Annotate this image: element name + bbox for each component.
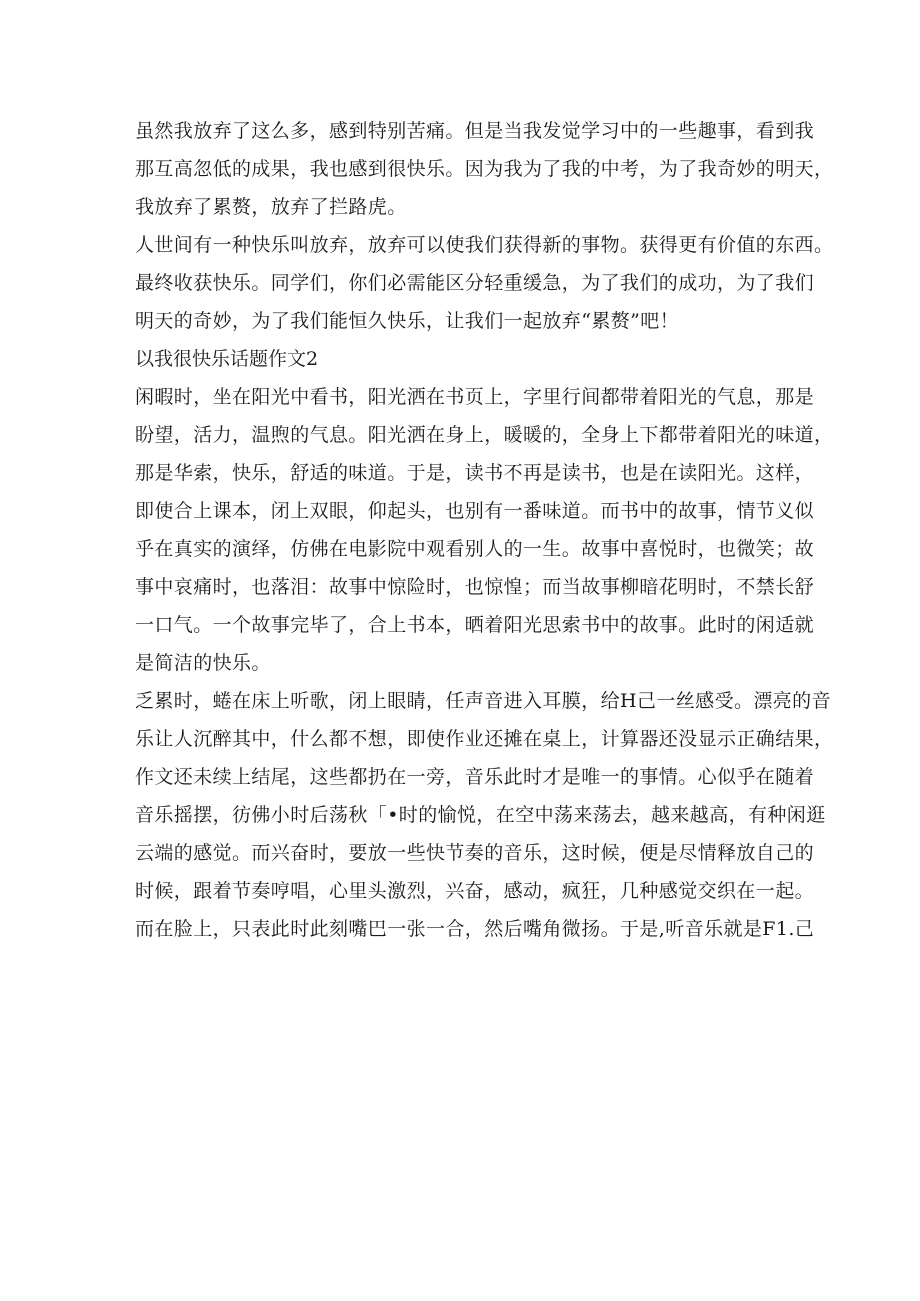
text-line: 明天的奇妙，为了我们能恒久快乐，让我们一起放弃“累赘”吧！ bbox=[135, 310, 680, 332]
text-line: 作文还未续上结尾，这些都扔在一旁，音乐此时才是唯一的事情。心似乎在随着 bbox=[135, 766, 815, 788]
text-line: 人世间有一种快乐叫放弃，放弃可以使我们获得新的事物。获得更有价值的东西。 bbox=[135, 234, 834, 256]
text-line: 一口气。一个故事完毕了，合上书本，晒着阳光思索书中的故事。此时的闲适就 bbox=[135, 614, 815, 636]
text-line: 乏累时，蜷在床上听歌，闭上眼睛，任声音进入耳膜，给H己一丝感受。漂亮的音 bbox=[135, 690, 831, 712]
text-line: 时候，跟着节奏哼唱，心里头激烈，兴奋，感动，疯狂，几种感觉交织在一起。 bbox=[135, 880, 815, 902]
text-line: 乐让人沉醉其中，什么都不想，即使作业还摊在桌上，计算器还没显示正确结果， bbox=[135, 728, 834, 750]
paragraph-2 bbox=[135, 226, 834, 340]
text-line: 是简洁的快乐。 bbox=[135, 652, 271, 674]
text-line: 乎在真实的演绎，仿佛在电影院中观看别人的一生。故事中喜悦时，也微笑；故 bbox=[135, 538, 815, 560]
text-line: 即使合上课本，闭上双眼，仰起头，也别有一番味道。而书中的故事，情节义似 bbox=[135, 500, 815, 522]
text-line: 那互高忽低的成果，我也感到很快乐。因为我为了我的中考，为了我奇妙的明天， bbox=[135, 158, 834, 180]
paragraph-4 bbox=[135, 682, 834, 948]
text-line: 虽然我放弃了这么多，感到特别苦痛。但是当我发觉学习中的一些趣事，看到我 bbox=[135, 120, 815, 142]
paragraph-1 bbox=[135, 112, 834, 226]
text-line: 而在脸上，只表此时此刻嘴巴一张一合，然后嘴角微扬。于是,听音乐就是F1.己 bbox=[135, 918, 815, 940]
text-line: 事中哀痛时，也落泪：故事中惊险时，也惊惶；而当故事柳暗花明时，不禁长舒 bbox=[135, 576, 815, 598]
text-line: 那是华索，快乐，舒适的味道。于是，读书不再是读书，也是在读阳光。这样， bbox=[135, 462, 815, 484]
text-line: 音乐摇摆，彷佛小时后荡秋「•时的愉悦，在空中荡来荡去，越来越高，有种闲逛 bbox=[135, 804, 826, 826]
text-line: 闲暇时，坐在阳光中看书，阳光洒在书页上，字里行间都带着阳光的气息，那是 bbox=[135, 386, 815, 408]
text-line: 我放弃了累赘，放弃了拦路虎。 bbox=[135, 196, 407, 218]
text-line: 盼望，活力，温煦的气息。阳光洒在身上，暖暖的，全身上下都带着阳光的味道， bbox=[135, 424, 834, 446]
paragraph-3 bbox=[135, 378, 834, 682]
text-line: 云端的感觉。而兴奋时，要放一些快节奏的音乐，这时候，便是尽情释放自己的 bbox=[135, 842, 815, 864]
section-heading: 以我很快乐话题作文2 bbox=[135, 348, 319, 370]
text-line: 最终收获快乐。同学们，你们必需能区分轻重缓急，为了我们的成功，为了我们 bbox=[135, 272, 815, 294]
document-body bbox=[135, 112, 834, 948]
